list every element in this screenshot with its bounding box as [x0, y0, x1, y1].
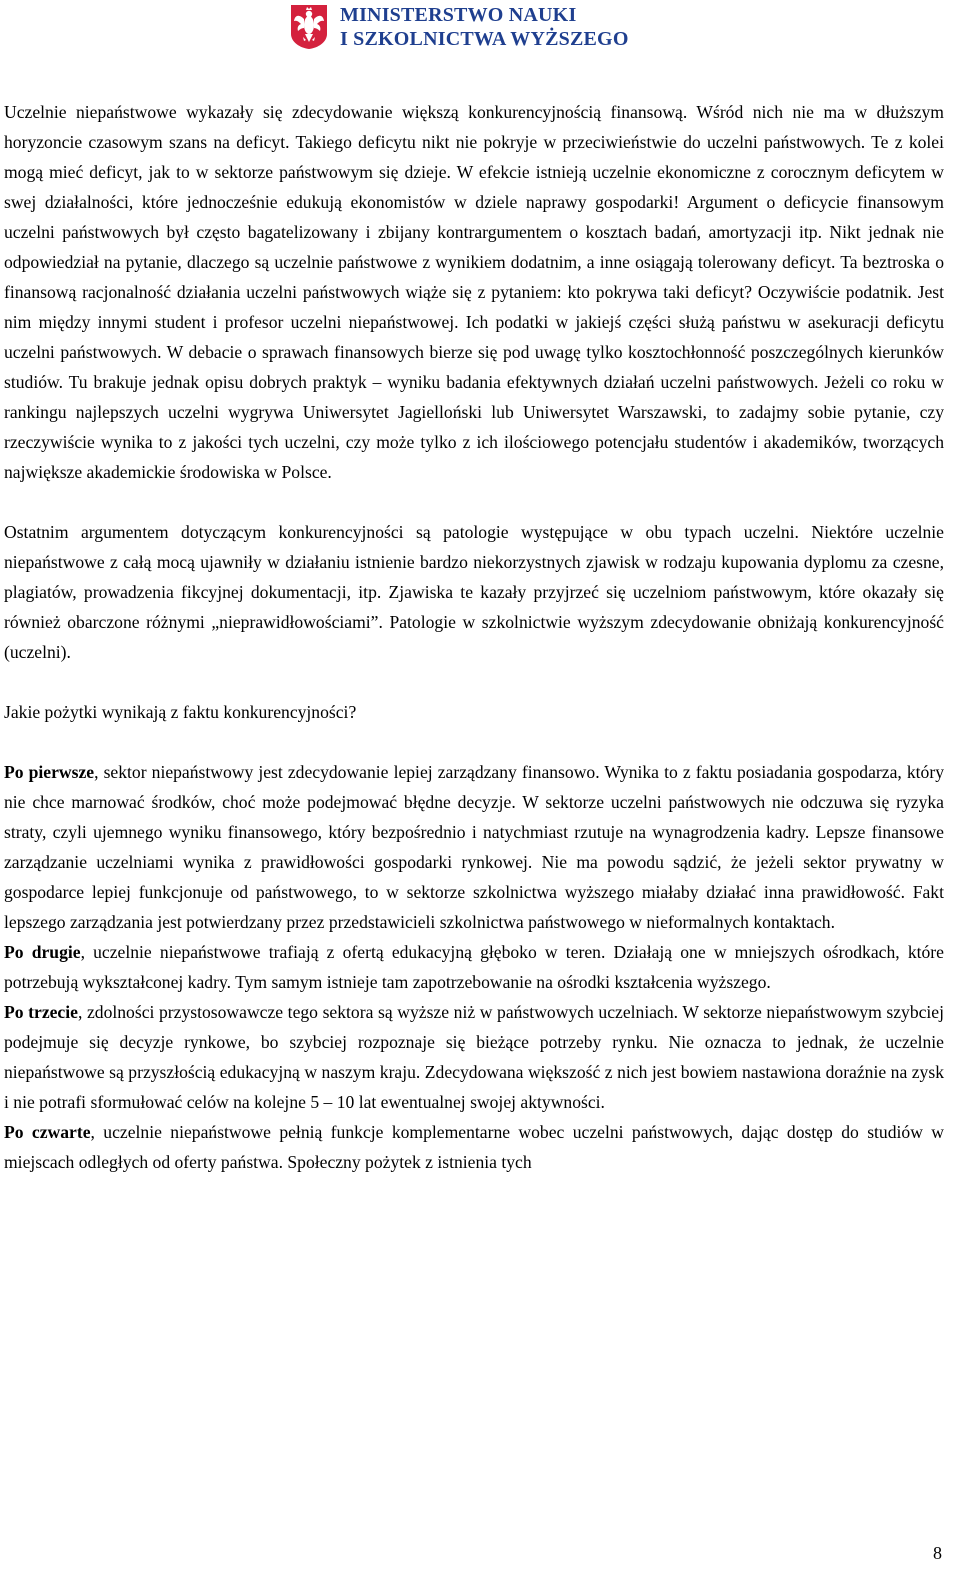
paragraph-pathologies: Ostatnim argumentem dotyczącym konkurencyjności są patologie występujące w obu typach uczelni. Niektóre uczelnie niepaństwowe z całą mocą ujawniły w działaniu istnienie bardzo niekorzystnych zjawisk w rodzaju kupowania dyplomu za czesne, plagiatów, prowadzenia fikcyjnej dokumentacji, itp. Zjawiska te kazały przyjrzeć się uczelniom państwowym, które okazały się również obarczone różnymi „nieprawidłowościami”. Patologie w szkolnictwie wyższym zdecydowanie obniżają konkurencyjność (uczelni).	[4, 522, 944, 662]
ministry-name-line1: MINISTERSTWO NAUKI	[340, 4, 577, 26]
paragraph-third-text: , zdolności przystosowawcze tego sektora są wyższe niż w państwowych uczelniach. W sektorze niepaństwowym szybciej podejmuje się decyzje rynkowe, bo szybciej rozpoznaje się bieżące potrzeby rynku. Nie oznacza to jednak, że uczelnie niepaństwowe są przyszłością edukacyjną w naszym kraju. Zdecydowana większość z nich jest bowiem nastawiona doraźnie na zysk i nie potrafi sformułować celów na kolejne 5 – 10 lat ewentualnej swojej aktywności.	[4, 1002, 945, 1112]
lead-third: Po trzecie	[4, 1002, 78, 1022]
paragraph-second-benefit	[4, 937, 944, 997]
lead-first: Po pierwsze	[4, 762, 95, 782]
question-heading: Jakie pożytki wynikają z faktu konkurencyjności?	[4, 702, 357, 722]
document-body	[4, 97, 944, 1177]
page-number: 8	[933, 1543, 942, 1563]
paragraph-fourth-benefit	[4, 1117, 944, 1177]
paragraph-spacer	[4, 727, 944, 757]
paragraph-competitiveness-finance: Uczelnie niepaństwowe wykazały się zdecydowanie większą konkurencyjnością finansową. Wśród nich nie ma w dłuższym horyzoncie czasowym szans na deficyt. Takiego deficytu nikt nie pokryje w przeciwieństwie do uczelni państwowych. Te z kolei mogą mieć deficyt, jak to w sektorze państwowym się dzieje. W efekcie istnieją uczelnie ekonomiczne z corocznym deficytem w swej działalności, które jednocześnie edukują ekonomistów w dziele naprawy gospodarki! Argument o deficycie finansowym uczelni państwowych był często bagatelizowany i zbijany kontrargumentem o kosztach badań, amortyzacji itp. Nikt jednak nie odpowiedział na pytanie, dlaczego są uczelnie państwowe z wynikiem dodatnim, a inne osiągają tolerowany deficyt. Ta beztroska o finansową racjonalność działania uczelni państwowych wiąże się z pytaniem: kto pokrywa taki deficyt? Oczywiście podatnik. Jest nim między innymi student i profesor uczelni niepaństwowej. Ich podatki w jakiejś części służą państwu w asekuracji deficytu uczelni państwowych. W debacie o sprawach finansowych bierze się pod uwagę tylko kosztochłonność poszczególnych kierunków studiów. Tu brakuje jednak opisu dobrych praktyk – wyniku badania efektywnych działań uczelni państwowych. Jeżeli co roku w rankingu najlepszych uczelni wygrywa Uniwersytet Jagielloński lub Uniwersytet Warszawski, to zadajmy sobie pytanie, czy rzeczywiście wynika to z jakości tych uczelni, czy może tylko z ich ilościowego potencjału studentów i akademików, tworzących największe akademickie środowiska w Polsce.	[4, 102, 944, 482]
paragraph-spacer	[4, 667, 944, 697]
paragraph-spacer	[4, 487, 944, 517]
lead-fourth: Po czwarte	[4, 1122, 91, 1142]
lead-second: Po drugie	[4, 942, 81, 962]
paragraph-fourth-text: , uczelnie niepaństwowe pełnią funkcje komplementarne wobec uczelni państwowych, dając dostęp do studiów w miejscach odległych od oferty państwa. Społeczny pożytek z istnienia tych	[4, 1122, 944, 1172]
paragraph-first-benefit	[4, 757, 944, 937]
paragraph-first-text: , sektor niepaństwowy jest zdecydowanie lepiej zarządzany finansowo. Wynika to z faktu posiadania gospodarza, który nie chce marnować środków, choć może podejmować błędne decyzje. W sektorze uczelni państwowych nie odczuwa się ryzyka straty, czyli ujemnego wyniku finansowego, który bezpośrednio i natychmiast rzutuje na wynagrodzenia kadry. Lepsze finansowe zarządzanie uczelniami wynika z prawidłowości gospodarki rynkowej. Nie ma powodu sądzić, że jeżeli sektor prywatny w gospodarce lepiej funkcjonuje od państwowego, to w sektorze szkolnictwa wyższego miałaby działać inna prawidłowość. Fakt lepszego zarządzania jest potwierdzany przez przedstawicieli szkolnictwa państwowego w nieformalnych kontaktach.	[4, 762, 944, 932]
ministry-name	[340, 3, 629, 51]
ministry-name-line2: I SZKOLNICTWA WYŻSZEGO	[340, 28, 629, 50]
polish-eagle-icon	[290, 4, 328, 50]
ministry-header	[290, 2, 629, 52]
paragraph-second-text: , uczelnie niepaństwowe trafiają z ofertą edukacyjną głęboko w teren. Działają one w mniejszych ośrodkach, które potrzebują wykształconej kadry. Tym samym istnieje tam zapotrzebowanie na ośrodki kształcenia wyższego.	[4, 942, 944, 992]
paragraph-third-benefit	[4, 997, 944, 1117]
